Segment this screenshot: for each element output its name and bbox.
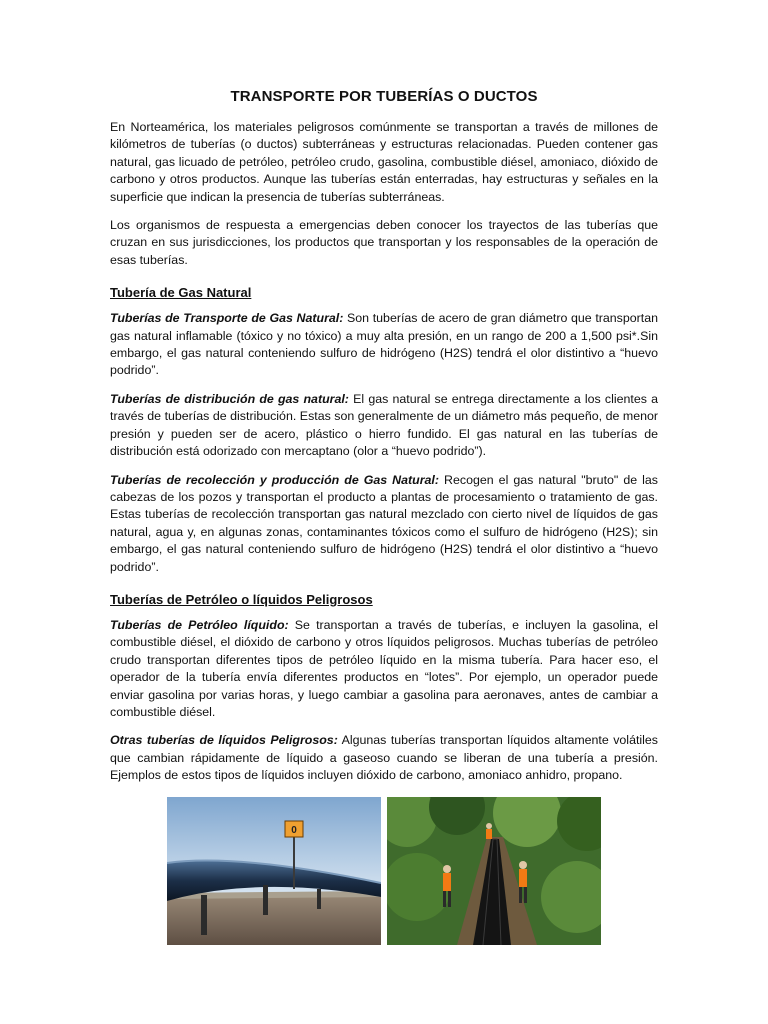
- pipeline-jungle-workers-photo: [387, 797, 601, 945]
- section-heading-gas-natural: Tubería de Gas Natural: [110, 285, 252, 301]
- paragraph-lead: Otras tuberías de líquidos Peligrosos:: [110, 733, 338, 748]
- paragraph-otros-liquidos: [110, 732, 658, 784]
- paragraph-lead: Tuberías de Transporte de Gas Natural:: [110, 311, 344, 326]
- paragraph-distribucion-gas: [110, 391, 658, 461]
- paragraph-recoleccion-gas: [110, 472, 658, 576]
- intro-paragraph-2: Los organismos de respuesta a emergencias deben conocer los trayectos de las tuberías que cruzan en sus jurisdicciones, los productos que transportan y los responsables de la operación de esas tuberías.: [110, 218, 658, 267]
- paragraph-text: Algunas tuberías transportan líquidos altamente volátiles que cambian rápidamente de líquido a gaseoso cuando se liberan de una tubería a presión. Ejemplos de estos tipos de líquidos incluyen dióxido de carbono, amoniaco anhidro, propano.: [110, 733, 658, 783]
- paragraph-text: Son tuberías de acero de gran diámetro que transportan gas natural inflamable (tóxico y no tóxico) a muy alta presión, en un rango de 200 a 1,500 psi*.Sin embargo, el gas natural conteniendo sulfuro de hidrógeno (H2S) tendrá el olor distintivo a “huevo podrido”.: [110, 311, 658, 378]
- paragraph-lead: Tuberías de recolección y producción de Gas Natural:: [110, 472, 440, 487]
- paragraph-text: El gas natural se entrega directamente a los clientes a través de tuberías de distribución. Estas son generalmente de un diámetro más pequeño, de menor presión y pueden ser de acero, plástico o hierro fundido. El gas natural en las tuberías de distribución está odorizado con mercaptano (olor a “huevo podrido”).: [110, 391, 658, 459]
- intro-paragraph-1: En Norteamérica, los materiales peligrosos comúnmente se transportan a través de millones de kilómetros de tuberías (o ductos) subterráneas y estructuras relacionadas. Pueden contener gas natural, gas licuado de petróleo, petróleo crudo, gasolina, combustible diésel, amoniaco, dióxido de carbono y otros productos. Aunque las tuberías están enterradas, hay estructuras y señales en la superficie que indican la presencia de tuberías subterráneas.: [110, 120, 658, 204]
- photo-row: [110, 797, 658, 945]
- paragraph-text: Se transportan a través de tuberías, e incluyen la gasolina, el combustible diésel, el dióxido de carbono y otros líquidos peligrosos. Muchas tuberías de petróleo crudo transportan diferentes tipos de petróleo líquido en la misma tubería. Para hacer eso, el operador de la tubería envía diferentes productos en “lotes”. Por ejemplo, un operador puede enviar gasolina por varias horas, y luego cambiar a gasolina para aeronaves, antes de cambiar a combustible diésel.: [110, 617, 658, 719]
- section-heading-petroleo: Tuberías de Petróleo o líquidos Peligrosos: [110, 591, 373, 607]
- paragraph-transporte-gas: [110, 310, 658, 380]
- paragraph-lead: Tuberías de distribución de gas natural:: [110, 391, 349, 406]
- paragraph-text: Recogen el gas natural "bruto" de las cabezas de los pozos y transportan el producto a plantas de procesamiento o tratamiento de gas. Estas tuberías de recolección transportan gas natural mezclado con cierto nivel de líquidos de gas natural, agua y, en algunas zonas, contaminantes tóxicos como el sulfuro de hidrógeno (H2S); sin embargo, el gas natural conteniendo sulfuro de hidrógeno (H2S) tendrá el olor distintivo a “huevo podrido”.: [110, 472, 658, 574]
- paragraph-lead: Tuberías de Petróleo líquido:: [110, 617, 289, 632]
- pipeline-desert-photo: [167, 797, 381, 945]
- pipeline-marker-sign-text: 0: [291, 824, 297, 836]
- page-title: TRANSPORTE POR TUBERÍAS O DUCTOS: [230, 88, 538, 105]
- paragraph-petroleo-liquido: [110, 617, 658, 721]
